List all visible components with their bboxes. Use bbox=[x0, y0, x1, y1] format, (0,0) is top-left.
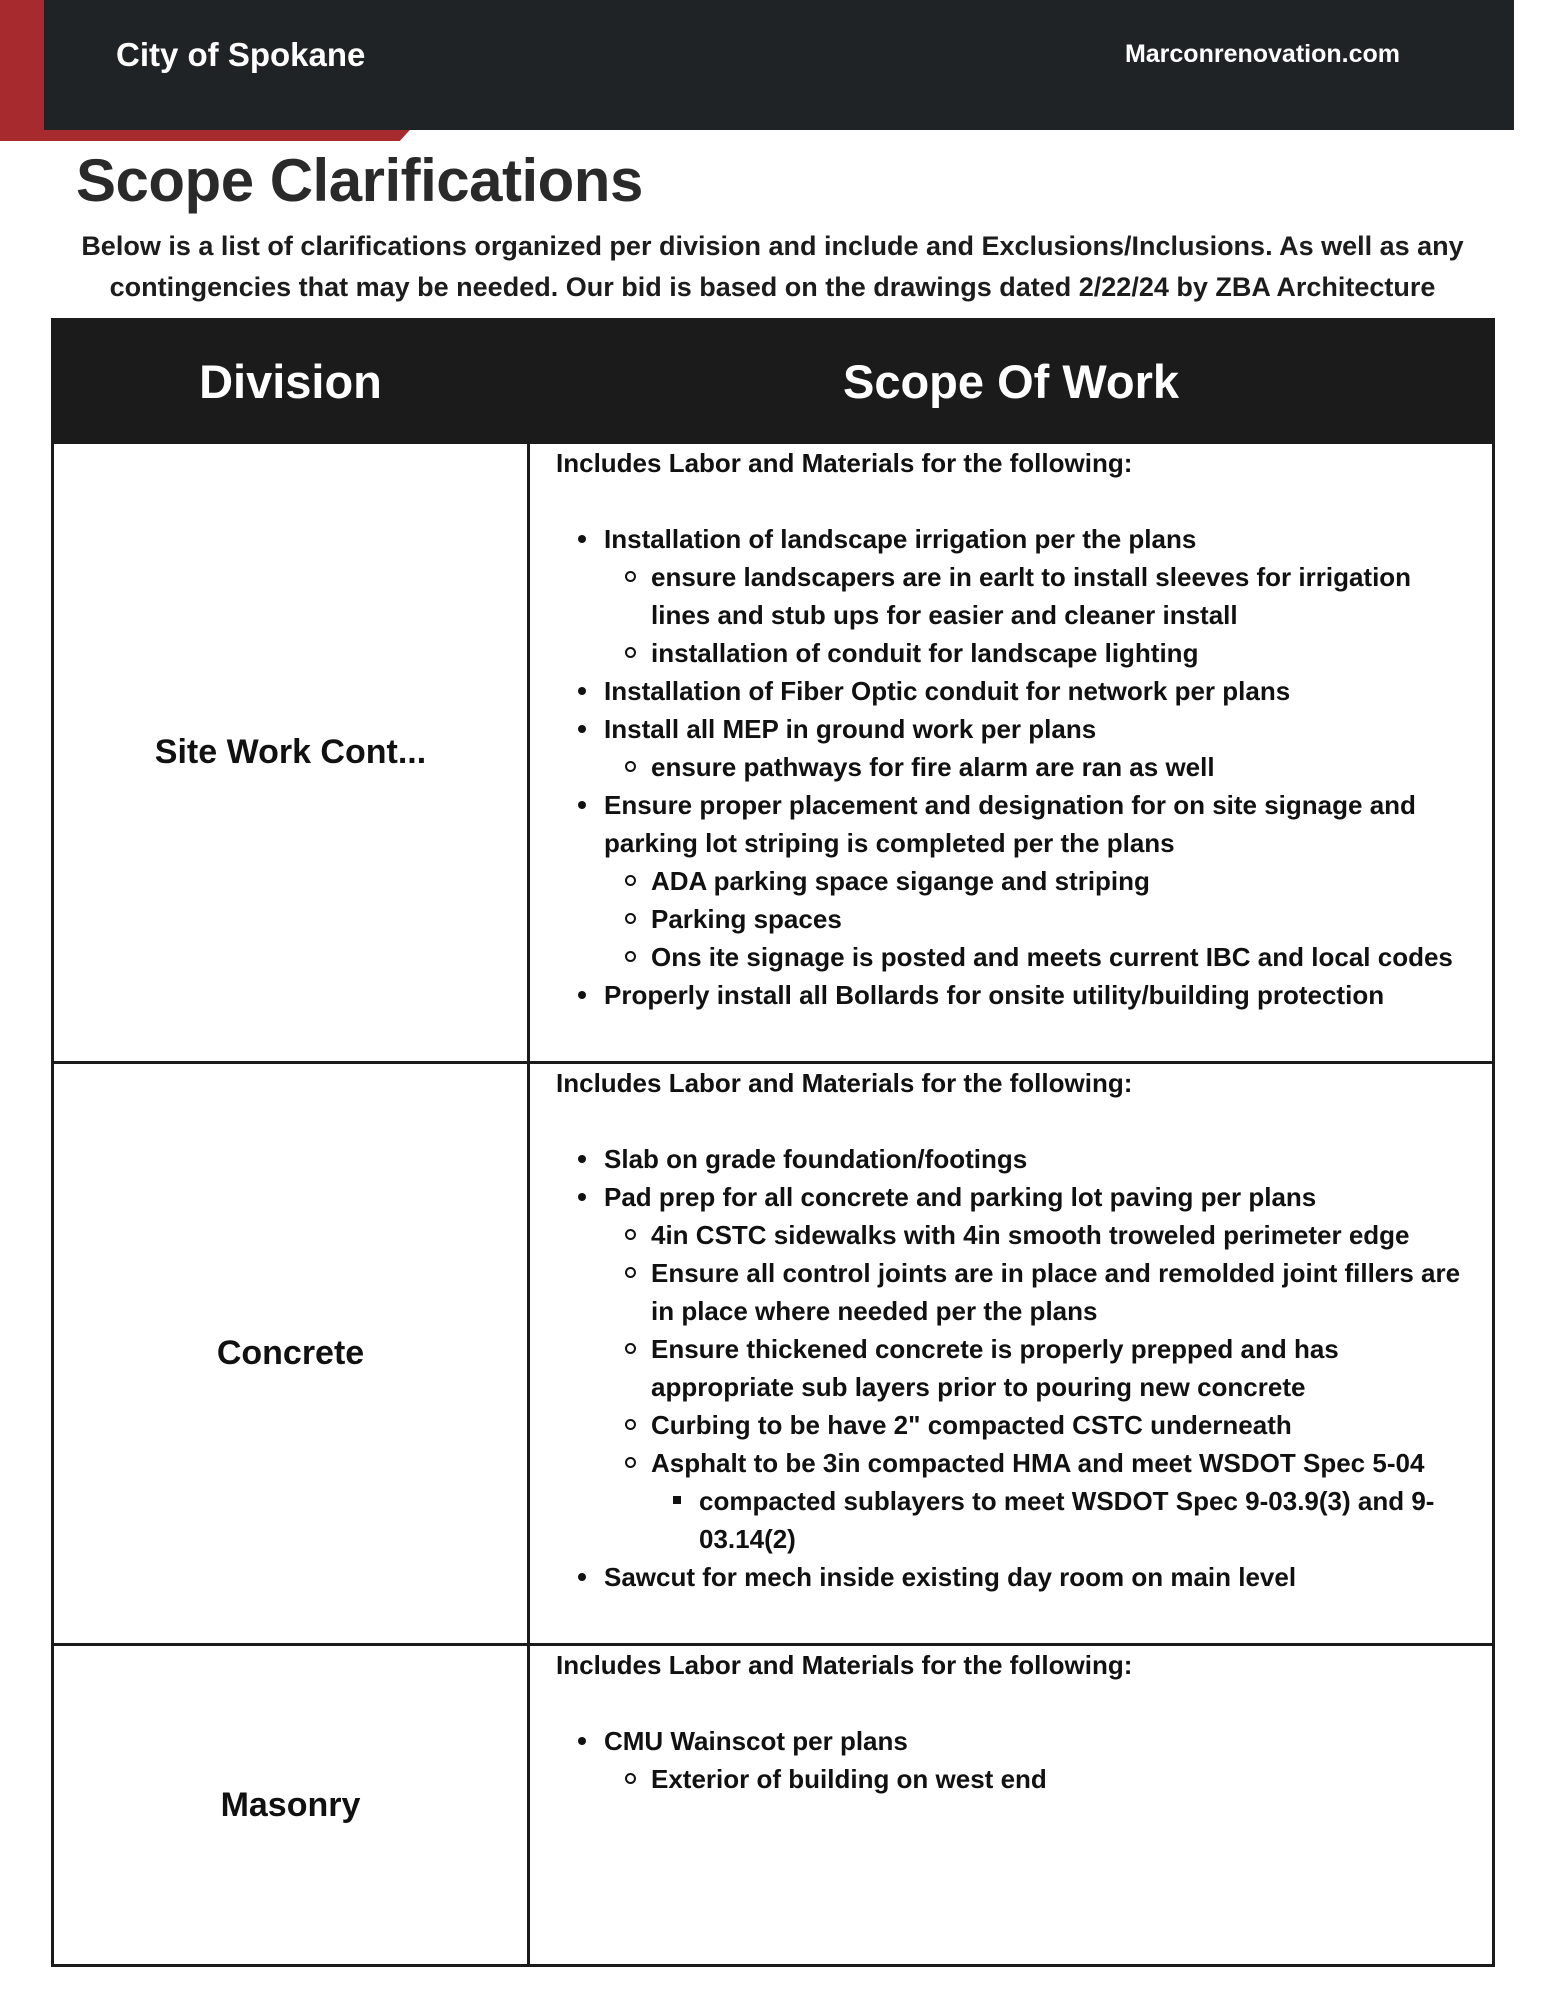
scope-column-header: Scope Of Work bbox=[529, 320, 1494, 443]
website-link[interactable]: Marconrenovation.com bbox=[1124, 40, 1400, 68]
division-cell: Masonry bbox=[53, 1645, 529, 1966]
list-item: Curbing to be have 2" compacted CSTC underneath bbox=[604, 1406, 1472, 1444]
list-item: Properly install all Bollards for onsite utility/building protection bbox=[556, 976, 1472, 1014]
list-item: CMU Wainscot per plans Exterior of building on west end bbox=[556, 1722, 1472, 1798]
table-row bbox=[53, 443, 1494, 1063]
scope-intro: Includes Labor and Materials for the following: bbox=[556, 1068, 1133, 1098]
division-cell: Site Work Cont... bbox=[53, 443, 529, 1063]
list-item: Ons ite signage is posted and meets current IBC and local codes bbox=[604, 938, 1472, 976]
table-header-row bbox=[53, 320, 1494, 443]
list-item: Installation of Fiber Optic conduit for network per plans bbox=[556, 672, 1472, 710]
list-item: Exterior of building on west end bbox=[604, 1760, 1472, 1798]
list-item: ensure pathways for fire alarm are ran as well bbox=[604, 748, 1472, 786]
scope-list bbox=[556, 1140, 1472, 1596]
table-row bbox=[53, 1645, 1494, 1966]
list-item: Asphalt to be 3in compacted HMA and meet WSDOT Spec 5-04 compacted sublayers to meet WSDOT Spec 9-03.9(3) and 9-03.14(2) bbox=[604, 1444, 1472, 1558]
list-item: Sawcut for mech inside existing day room on main level bbox=[556, 1558, 1472, 1596]
list-item: Ensure thickened concrete is properly prepped and has appropriate sub layers prior to pouring new concrete bbox=[604, 1330, 1472, 1406]
list-item: Install all MEP in ground work per plans ensure pathways for fire alarm are ran as well bbox=[556, 710, 1472, 786]
scope-list bbox=[556, 520, 1472, 1014]
scope-intro: Includes Labor and Materials for the following: bbox=[556, 1650, 1133, 1680]
page-title: Scope Clarifications bbox=[76, 147, 643, 214]
list-item: Installation of landscape irrigation per the plans ensure landscapers are in earlt to install sleeves for irrigation lines and stub ups for easier and cleaner install installation of conduit for landscape lighting bbox=[556, 520, 1472, 672]
scope-intro: Includes Labor and Materials for the following: bbox=[556, 448, 1133, 478]
list-item: 4in CSTC sidewalks with 4in smooth troweled perimeter edge bbox=[604, 1216, 1472, 1254]
intro-paragraph: Below is a list of clarifications organized per division and include and Exclusions/Inclusions. As well as any contingencies that may be needed. Our bid is based on the drawings dated 2/22/24 by ZBA Architecture bbox=[81, 231, 1464, 302]
division-cell: Concrete bbox=[53, 1063, 529, 1645]
scope-cell bbox=[529, 443, 1494, 1063]
scope-table bbox=[51, 318, 1495, 1967]
brand-name: City of Spokane bbox=[116, 36, 366, 73]
scope-cell bbox=[529, 1063, 1494, 1645]
list-item: Ensure proper placement and designation for on site signage and parking lot striping is completed per the plans ADA parking space sigange and striping Parking spaces Ons ite signage is posted and meets current IBC and local codes bbox=[556, 786, 1472, 976]
scope-list bbox=[556, 1722, 1472, 1798]
list-item: ensure landscapers are in earlt to install sleeves for irrigation lines and stub ups for easier and cleaner install bbox=[604, 558, 1472, 634]
list-item: installation of conduit for landscape lighting bbox=[604, 634, 1472, 672]
list-item: Parking spaces bbox=[604, 900, 1472, 938]
header-bar bbox=[44, 0, 1514, 130]
division-column-header: Division bbox=[53, 320, 529, 443]
list-item: Ensure all control joints are in place and remolded joint fillers are in place where needed per the plans bbox=[604, 1254, 1472, 1330]
list-item: compacted sublayers to meet WSDOT Spec 9-03.9(3) and 9-03.14(2) bbox=[651, 1482, 1472, 1558]
list-item: ADA parking space sigange and striping bbox=[604, 862, 1472, 900]
list-item: Slab on grade foundation/footings bbox=[556, 1140, 1472, 1178]
scope-cell bbox=[529, 1645, 1494, 1966]
list-item: Pad prep for all concrete and parking lot paving per plans 4in CSTC sidewalks with 4in smooth troweled perimeter edge Ensure all control joints are in place and remolded joint fillers are in place where needed per the plans Ensure thickened concrete is properly prepped and has appropriate sub layers prior to pouring new concrete Curbing to be have 2" compacted CSTC underneath Asphalt to be 3in compacted HMA and meet WSDOT Spec 5-04 compacted sublayers to meet WSDOT Spec 9-03.9(3) and 9-03.14(2) bbox=[556, 1178, 1472, 1558]
table-row bbox=[53, 1063, 1494, 1645]
